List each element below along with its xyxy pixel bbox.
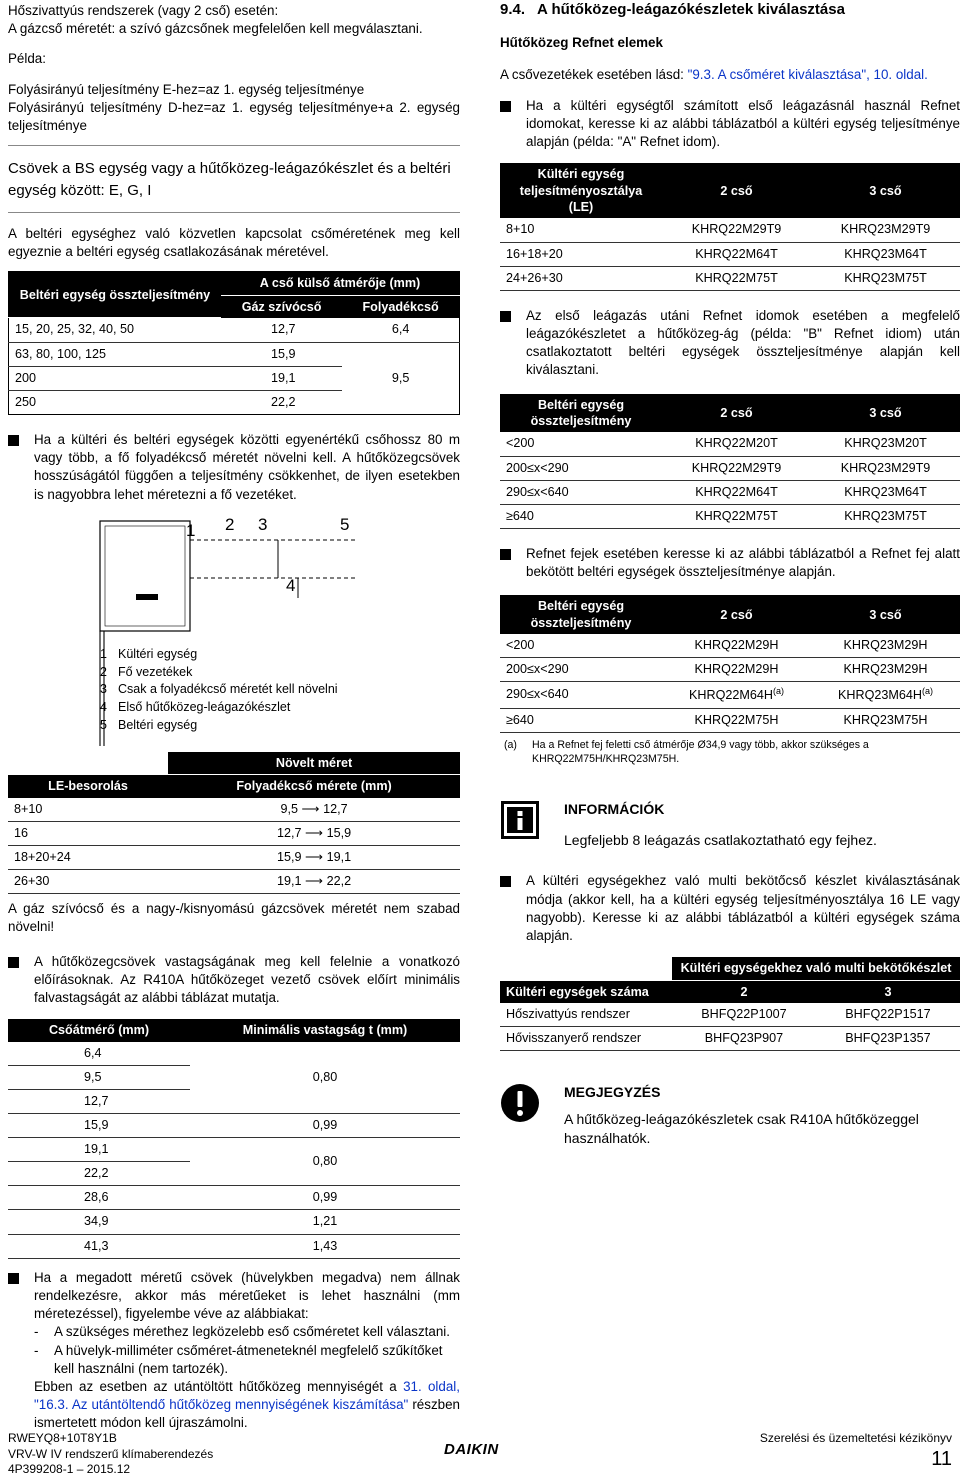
table-row: 34,9 1,21 [8, 1210, 460, 1234]
wall-thickness-table [8, 1019, 460, 1258]
dash-item: - A hüvelyk-milliméter csőméret-átmeneteknél megfelelő szűkítőket kell használni (nem tartozék). [34, 1342, 443, 1376]
legend-item: 3 Csak a folyadékcső méretét kell növelni [100, 682, 338, 697]
table-row: 200 19,1 [9, 366, 460, 390]
info-text: Legfeljebb 8 leágazás csatlakoztatható egy fejhez. [564, 832, 877, 849]
bullet-first-branch: Ha a kültéri egységtől számított első leágazásnál használ Refnet idomokat, keresse ki az alábbi táblázatból a kültéri egység teljesítménye alapján (példa: "A" Refnet idom). [500, 97, 960, 152]
left-column [8, 0, 460, 1433]
note-box [500, 1083, 960, 1148]
pipes-reference: A csővezetékek esetében lásd: "9.3. A csőméret kiválasztása", 10. oldal. [500, 67, 928, 83]
note-title: MEGJEGYZÉS [564, 1084, 661, 1101]
table-row: ≥640 KHRQ22M75H KHRQ23M75H [500, 708, 960, 732]
brand-logo: DAIKIN [444, 1441, 499, 1458]
page-number: 11 [931, 1447, 952, 1470]
table-row: 6,4 0,80 [8, 1042, 460, 1066]
note-text: A hűtőközeg-leágazókészletek csak R410A hűtőközeggel használhatók. [564, 1111, 919, 1147]
legend-item: 4 Első hűtőközeg-leágazókészlet [100, 700, 291, 715]
table-row: 9,5 [8, 1065, 460, 1089]
info-box [500, 800, 960, 850]
callout-4: 4 [286, 575, 296, 595]
bullet-after-branch: Az első leágazás utáni Refnet idomok esetében a megfelelő leágazókészletet a hűtőközeg-ág (példa: "B" Refnet idiom) után csatlakoztatott beltéri egységek összteljesítménye alapján kell kiválasztani. [500, 307, 960, 380]
header-diameter: Csőátmérő (mm) [8, 1019, 190, 1041]
footer-left [8, 1431, 213, 1478]
header-increased: Növelt méret [168, 752, 460, 775]
table-row: 15,9 0,99 [8, 1113, 460, 1137]
callout-5: 5 [340, 517, 350, 534]
arrow-right-icon: ⟶ [305, 873, 324, 888]
table-row: 15, 20, 25, 32, 40, 50 12,7 6,4 [9, 318, 460, 342]
example-line-2: Folyásirányú teljesítmény D-hez=az 1. egység teljesítménye+a 2. egység teljesítménye [8, 99, 460, 134]
section-title: Csövek a BS egység vagy a hűtőközeg-leágazókészlet és a beltéri egység között: E, G, I [8, 160, 451, 200]
table-row: 16+18+20 KHRQ22M64T KHRQ23M64T [500, 242, 960, 266]
example-label: Példa: [8, 51, 46, 67]
bullet-refnet-header: Refnet fejek esetében keresse ki az alábbi táblázatból a Refnet fej alatt bekötött beltéri egységek összteljesítménye alapján. [500, 545, 960, 581]
multi-connection-table: Kültéri egységekhez való multi bekötőkészlet Kültéri egységek száma 2 3 Hőszivattyús rendszer BHFQ22P1007 BHFQ22P1517 Hővisszanyerő rendszer BHFQ23P907 BHFQ23P1357 [500, 957, 960, 1051]
bullet-inch-sizes: Ha a megadott méretű csövek (hüvelykben megadva) nem állnak rendelkezésre, akkor más méretűeket is lehet használni (mm méretezéssel), figyelembe véve az alábbiakat: [8, 1269, 460, 1324]
section-heading: 9.4. A hűtőközeg-leágazókészletek kiválasztása [500, 1, 845, 18]
table-row: 19,1 0,80 [8, 1138, 460, 1162]
table-row: 24+26+30 KHRQ22M75T KHRQ23M75T [500, 266, 960, 290]
piping-diagram [8, 518, 460, 748]
header-liquid-size: Folyadékcső mérete (mm) [168, 775, 460, 798]
footer-right [760, 1431, 952, 1471]
table-row: 18+20+24 15,9 ⟶ 19,1 [8, 845, 460, 869]
table-row: 16 12,7 ⟶ 15,9 [8, 821, 460, 845]
table-row: Hőszivattyús rendszer BHFQ22P1007 BHFQ22P1517 [500, 1003, 960, 1027]
table-row: 26+30 19,1 ⟶ 22,2 [8, 869, 460, 893]
callout-3: 3 [258, 517, 268, 534]
table-row: 63, 80, 100, 125 15,9 9,5 [9, 342, 460, 366]
refill-note: Ebben az esetben az utántöltött hűtőközeg mennyiségét a 31. oldal, "16.3. Az utántöltendő hűtőközeg mennyiségének kiszámítása" részben ismertetett módon kell újraszámolni. [34, 1378, 460, 1431]
right-column [500, 0, 960, 1148]
divider [8, 212, 460, 213]
dash-item: - A szükséges mérethez legközelebb eső csőméretet kell választani. [34, 1324, 450, 1340]
table-row: ≥640 KHRQ22M75T KHRQ23M75T [500, 504, 960, 528]
table-row: 22,2 [8, 1162, 460, 1186]
header-outer-diameter: A cső külső átmérője (mm) [221, 272, 460, 295]
footer-manual: Szerelési és üzemeltetési kézikönyv [759, 1431, 952, 1445]
arrow-right-icon: ⟶ [301, 801, 320, 816]
bullet-main-liquid: Ha a kültéri és beltéri egységek közötti egyenértékű csőhossz 80 m vagy több, a fő folyadékcső méretét növelni kell. A hűtőközegcsövek hosszúságától függően a teljesítmény csökkenhet, de ilyen esetekben is nagyobbra lehet méretezni a fő vezetéket. [8, 431, 460, 504]
callout-2: 2 [225, 517, 235, 534]
header-gas: Gáz szívócső [221, 295, 342, 318]
outdoor-unit [100, 521, 190, 631]
note-gas: A gáz szívócső és a nagy-/kisnyomású gázcsövek méretét nem szabad növelni! [8, 901, 460, 935]
figure-legend [100, 646, 338, 735]
pipes-link[interactable]: "9.3. A csőméret kiválasztása", 10. oldal. [687, 67, 928, 83]
table-row: 8+10 KHRQ22M29T9 KHRQ23M29T9 [500, 218, 960, 242]
table-row: 8+10 9,5 ⟶ 12,7 [8, 798, 460, 822]
header-capacity: Beltéri egység összteljesítmény [9, 272, 222, 318]
increased-size-table [8, 752, 460, 894]
pipe-size-table [8, 271, 460, 415]
footnote-ref: (a) [922, 686, 933, 697]
subheading-refnet: Hűtőközeg Refnet elemek [500, 35, 663, 51]
legend-item: 5 Beltéri egység [100, 717, 198, 732]
intro-line: A gázcső méretét: a szívó gázcsőnek megfelelően kell megválasztani. [8, 21, 423, 37]
table-row: <200 KHRQ22M20T KHRQ23M20T [500, 432, 960, 456]
footnote-ref: (a) [773, 686, 784, 697]
table-row: 250 22,2 [15, 394, 296, 409]
arrow-right-icon: ⟶ [305, 825, 324, 840]
arrow-right-icon: ⟶ [305, 849, 324, 864]
table-row: 28,6 0,99 [8, 1186, 460, 1210]
footnote: (a) Ha a Refnet fej feletti cső átmérője Ø34,9 vagy több, akkor szükséges a KHRQ22M75H/KHRQ23M75H. [504, 738, 869, 765]
header-liquid: Folyadékcső [342, 295, 459, 318]
indoor-refnet-table: Beltéri egység összteljesítmény 2 cső 3 cső <200 KHRQ22M20T KHRQ23M20T 200≤x<290 KHRQ22M29T9 KHRQ23M29T9 290≤x<640 KHRQ22M64T KHRQ23M64T ≥640 KHRQ22M75T KHRQ23M75T [500, 394, 960, 529]
outdoor-unit-grille [136, 594, 158, 600]
info-icon [500, 800, 540, 840]
outdoor-refnet-table: Kültéri egység teljesítményosztálya (LE) 2 cső 3 cső 8+10 KHRQ22M29T9 KHRQ23M29T9 16+18+20 KHRQ22M64T KHRQ23M64T 24+26+30 KHRQ22M75T KHRQ23M75T [500, 163, 960, 290]
callout-1: 1 [186, 520, 196, 540]
table-row: 12,7 [8, 1089, 460, 1113]
outdoor-unit-panel [105, 526, 185, 626]
bullet-multi-kit: A kültéri egységekhez való multi bekötőcső készlet kiválasztásának módja (akkor kell, ha a kültéri egység teljesítményosztálya 16 LE vagy nagyobb). Keresse ki az alábbi táblázatból a kültéri egységek száma alapján. [500, 872, 960, 945]
bullet-thickness: A hűtőközegcsövek vastagságának meg kell felelnie a vonatkozó előírásoknak. Az R410A hűtőközeget vezető csövek előírt minimális falvastagságát az alábbi táblázat mutatja. [8, 953, 460, 1008]
footer-doc: 4P399208-1 – 2015.12 [8, 1462, 131, 1477]
refill-link[interactable]: 31. oldal, "16.3. Az utántöltendő hűtőközeg mennyiségének kiszámítása" [34, 1378, 460, 1413]
divider [8, 145, 460, 146]
table-row: <200 KHRQ22M29H KHRQ23M29H [500, 634, 960, 658]
footer-system: VRV-W IV rendszerű klímaberendezés [8, 1446, 214, 1461]
header-le: LE-besorolás [8, 775, 168, 798]
table-row: 290≤x<640 KHRQ22M64T KHRQ23M64T [500, 480, 960, 504]
exclamation-icon [500, 1083, 540, 1123]
table-row: Hővisszanyerő rendszer BHFQ23P907 BHFQ23P1357 [500, 1027, 960, 1051]
table-row: 290≤x<640 $KHRQ22M64H^{(a)}$ $KHRQ23M64H^{(a)}$ [500, 682, 960, 708]
section-text: A beltéri egységhez való közvetlen kapcsolat csőméretének meg kell egyeznie a beltéri egység csatlakozásának méretével. [8, 225, 460, 260]
legend-item: 2 Fő vezetékek [100, 664, 193, 679]
table-row: 200≤x<290 KHRQ22M29T9 KHRQ23M29T9 [500, 456, 960, 480]
refnet-header-table: Beltéri egység összteljesítmény 2 cső 3 cső <200 KHRQ22M29H KHRQ23M29H 200≤x<290 KHRQ22M29H KHRQ23M29H 290≤x<640 $KHRQ22M64H^{(a)}$ $KHRQ23M64H^{(a)}$ ≥640 KHRQ22M75H KHRQ23M75H [500, 595, 960, 732]
table-row: 200≤x<290 KHRQ22M29H KHRQ23M29H [500, 658, 960, 682]
footer-code: RWEYQ8+10T8Y1B [8, 1431, 117, 1445]
legend-item: 1 Kültéri egység [100, 646, 198, 661]
info-title: INFORMÁCIÓK [564, 801, 665, 818]
intro-heading: Hőszivattyús rendszerek (vagy 2 cső) esetén: [8, 3, 279, 18]
header-thickness: Minimális vastagság t (mm) [190, 1019, 460, 1041]
example-line-1: Folyásirányú teljesítmény E-hez=az 1. egység teljesítménye [8, 81, 365, 97]
table-row: 41,3 1,43 [8, 1234, 460, 1258]
